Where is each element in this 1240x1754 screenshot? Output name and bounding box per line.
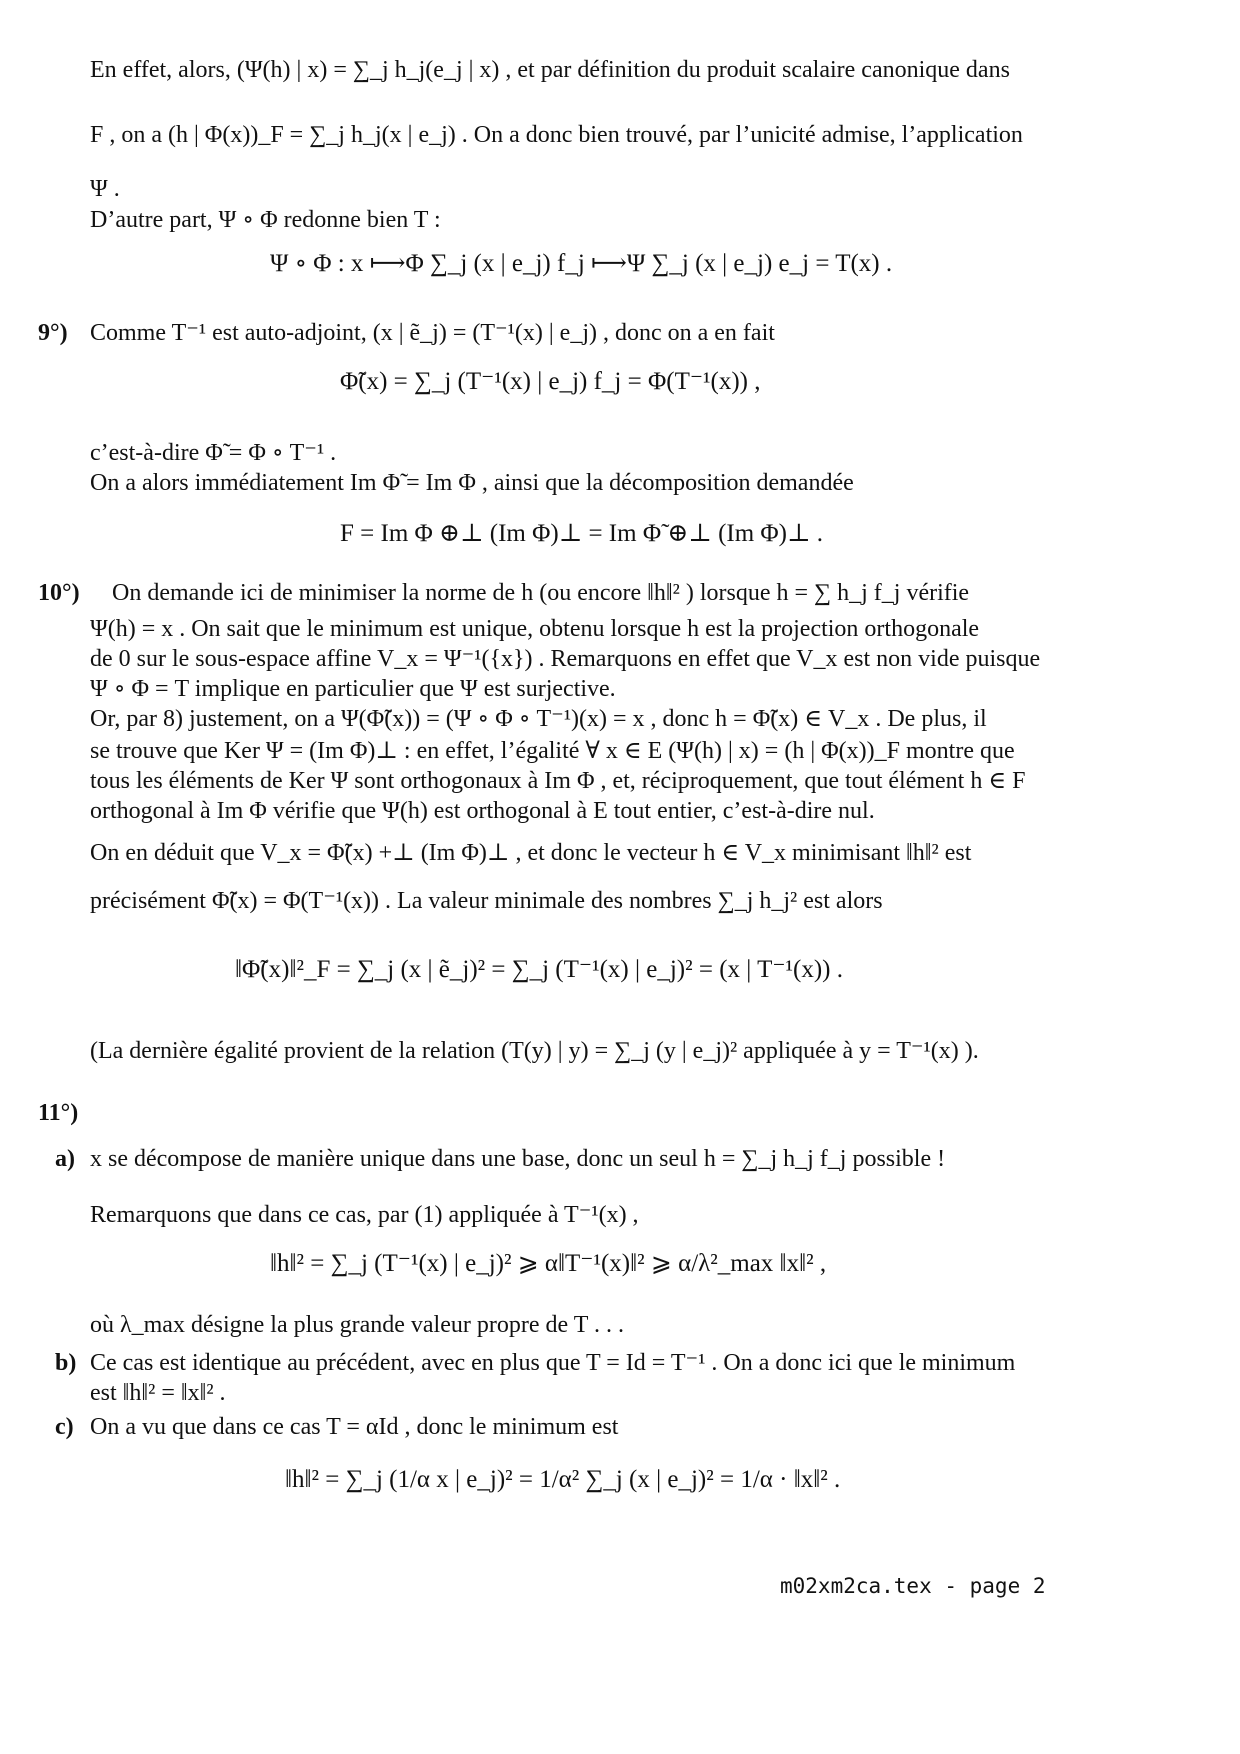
text-line: tous les éléments de Ker Ψ sont orthogonaux à Im Φ , et, réciproquement, que tout élément h ∈ F xyxy=(90,768,1026,794)
text-line: est ‖h‖² = ‖x‖² . xyxy=(90,1380,226,1406)
text-line: Comme T⁻¹ est auto-adjoint, (x | ẽ_j) = (T⁻¹(x) | e_j) , donc on a en fait xyxy=(90,320,775,346)
text-line: Ce cas est identique au précédent, avec en plus que T = Id = T⁻¹ . On a donc ici que le minimum xyxy=(90,1350,1016,1376)
section-number-9: 9°) xyxy=(38,320,68,346)
equation: ‖Φ̃(x)‖²_F = ∑_j (x | ẽ_j)² = ∑_j (T⁻¹(x) | e_j)² = (x | T⁻¹(x)) . xyxy=(235,956,844,983)
section-number-11: 11°) xyxy=(38,1100,79,1126)
text-line: Ψ(h) = x . On sait que le minimum est unique, obtenu lorsque h est la projection orthogonale xyxy=(90,616,980,642)
equation: Φ̃(x) = ∑_j (T⁻¹(x) | e_j) f_j = Φ(T⁻¹(x)) , xyxy=(340,368,761,395)
text-line: On demande ici de minimiser la norme de h (ou encore ‖h‖² ) lorsque h = ∑ h_j f_j vérifie xyxy=(112,580,970,606)
text-line: Ψ ∘ Φ = T implique en particulier que Ψ est surjective. xyxy=(90,676,616,702)
text-line: de 0 sur le sous-espace affine V_x = Ψ⁻¹({x}) . Remarquons en effet que V_x est non vide puisque xyxy=(90,646,1041,672)
text-line: c’est-à-dire Φ̃ = Φ ∘ T⁻¹ . xyxy=(90,440,337,466)
text-line: Remarquons que dans ce cas, par (1) appliquée à T⁻¹(x) , xyxy=(90,1202,639,1228)
subsection-label-c: c) xyxy=(55,1414,74,1440)
page-footer: m02xm2ca.tex - page 2 xyxy=(780,1574,1046,1598)
text-line: orthogonal à Im Φ vérifie que Ψ(h) est orthogonal à E tout entier, c’est-à-dire nul. xyxy=(90,798,875,824)
text-line: On en déduit que V_x = Φ̃(x) +⊥ (Im Φ)⊥ , et donc le vecteur h ∈ V_x minimisant ‖h‖² est xyxy=(90,840,972,866)
text-line: x se décompose de manière unique dans une base, donc un seul h = ∑_j h_j f_j possible ! xyxy=(90,1146,946,1172)
equation: F = Im Φ ⊕⊥ (Im Φ)⊥ = Im Φ̃ ⊕⊥ (Im Φ)⊥ . xyxy=(340,520,824,547)
section-number-10: 10°) xyxy=(38,580,80,606)
text-line: Or, par 8) justement, on a Ψ(Φ̃(x)) = (Ψ ∘ Φ ∘ T⁻¹)(x) = x , donc h = Φ̃(x) ∈ V_x . De plus, il xyxy=(90,706,987,732)
text-line: où λ_max désigne la plus grande valeur propre de T . . . xyxy=(90,1312,624,1338)
equation: ‖h‖² = ∑_j (T⁻¹(x) | e_j)² ⩾ α‖T⁻¹(x)‖² ⩾ α/λ²_max ‖x‖² , xyxy=(270,1250,827,1277)
subsection-label-b: b) xyxy=(55,1350,77,1376)
text-line: D’autre part, Ψ ∘ Φ redonne bien T : xyxy=(90,207,441,233)
text-line: On a alors immédiatement Im Φ̃ = Im Φ , ainsi que la décomposition demandée xyxy=(90,470,854,496)
subsection-label-a: a) xyxy=(55,1146,75,1172)
text-line: En effet, alors, (Ψ(h) | x) = ∑_j h_j(e_j | x) , et par définition du produit scalaire canonique dans xyxy=(90,57,1010,83)
text-line: F , on a (h | Φ(x))_F = ∑_j h_j(x | e_j) . On a donc bien trouvé, par l’unicité admise, l’application xyxy=(90,122,1023,148)
text-line: Ψ . xyxy=(90,176,120,202)
text-line: se trouve que Ker Ψ = (Im Φ)⊥ : en effet, l’égalité ∀ x ∈ E (Ψ(h) | x) = (h | Φ(x))_F montre que xyxy=(90,738,1015,764)
equation: ‖h‖² = ∑_j (1/α x | e_j)² = 1/α² ∑_j (x | e_j)² = 1/α · ‖x‖² . xyxy=(285,1466,841,1493)
text-line: précisément Φ̃(x) = Φ(T⁻¹(x)) . La valeur minimale des nombres ∑_j h_j² est alors xyxy=(90,888,883,914)
text-line: (La dernière égalité provient de la relation (T(y) | y) = ∑_j (y | e_j)² appliquée à y = T⁻¹(x) ). xyxy=(90,1038,979,1064)
text-line: On a vu que dans ce cas T = αId , donc le minimum est xyxy=(90,1414,619,1440)
equation: Ψ ∘ Φ : x ⟼Φ ∑_j (x | e_j) f_j ⟼Ψ ∑_j (x | e_j) e_j = T(x) . xyxy=(270,250,893,277)
